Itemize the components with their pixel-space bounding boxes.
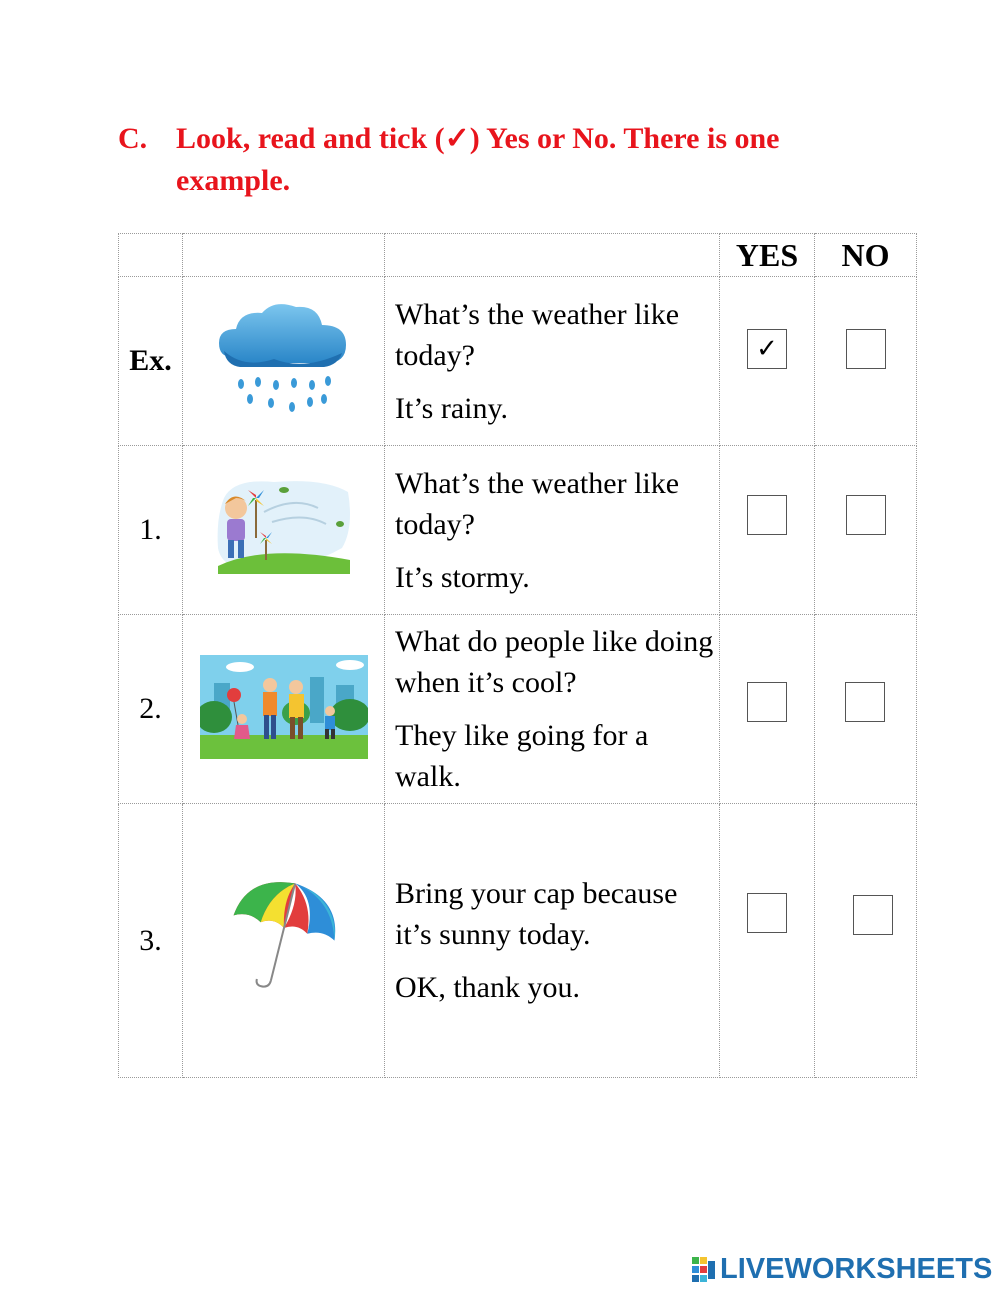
- table-row: [119, 446, 917, 615]
- exercise-table: [118, 233, 917, 1078]
- umbrella-icon: [224, 878, 344, 998]
- answer-text: They like going for a walk.: [395, 719, 649, 793]
- answer-text: OK, thank you.: [395, 971, 580, 1004]
- row-number: 1.: [119, 446, 183, 615]
- question-text: What do people like doing when it’s cool?: [395, 625, 714, 699]
- yes-checkbox[interactable]: ✓: [747, 329, 787, 369]
- row-number: 2.: [119, 615, 183, 804]
- question-text: What’s the weather like today?: [395, 297, 680, 372]
- exercise-instruction: Look, read and tick (✓) Yes or No. There is one example.: [176, 122, 780, 197]
- exercise-letter: C.: [118, 122, 148, 155]
- table-row: [119, 277, 917, 446]
- no-header: NO: [815, 234, 917, 277]
- no-checkbox[interactable]: [853, 895, 893, 935]
- windy-boy-pinwheel-icon: [214, 478, 354, 578]
- row-number: 3.: [119, 804, 183, 1078]
- rain-cloud-icon: [214, 299, 354, 419]
- table-row: [119, 615, 917, 804]
- yes-checkbox[interactable]: [747, 682, 787, 722]
- table-header-row: [119, 234, 917, 277]
- answer-text: It’s rainy.: [395, 391, 509, 425]
- logo-text: LIVEWORKSHEETS: [720, 1253, 993, 1285]
- table-row: [119, 804, 917, 1078]
- yes-header: YES: [720, 234, 815, 277]
- liveworksheets-logo-icon: [692, 1257, 716, 1283]
- no-checkbox[interactable]: [846, 495, 886, 535]
- yes-checkbox[interactable]: [747, 495, 787, 535]
- no-checkbox[interactable]: [845, 682, 885, 722]
- yes-checkbox[interactable]: [747, 893, 787, 933]
- question-text: Bring your cap because it’s sunny today.: [395, 877, 678, 951]
- family-walk-park-icon: [200, 655, 368, 759]
- no-checkbox[interactable]: [846, 329, 886, 369]
- liveworksheets-logo: [692, 1253, 992, 1286]
- answer-text: It’s stormy.: [395, 560, 530, 594]
- row-number: Ex.: [119, 277, 183, 446]
- question-text: What’s the weather like today?: [395, 466, 680, 541]
